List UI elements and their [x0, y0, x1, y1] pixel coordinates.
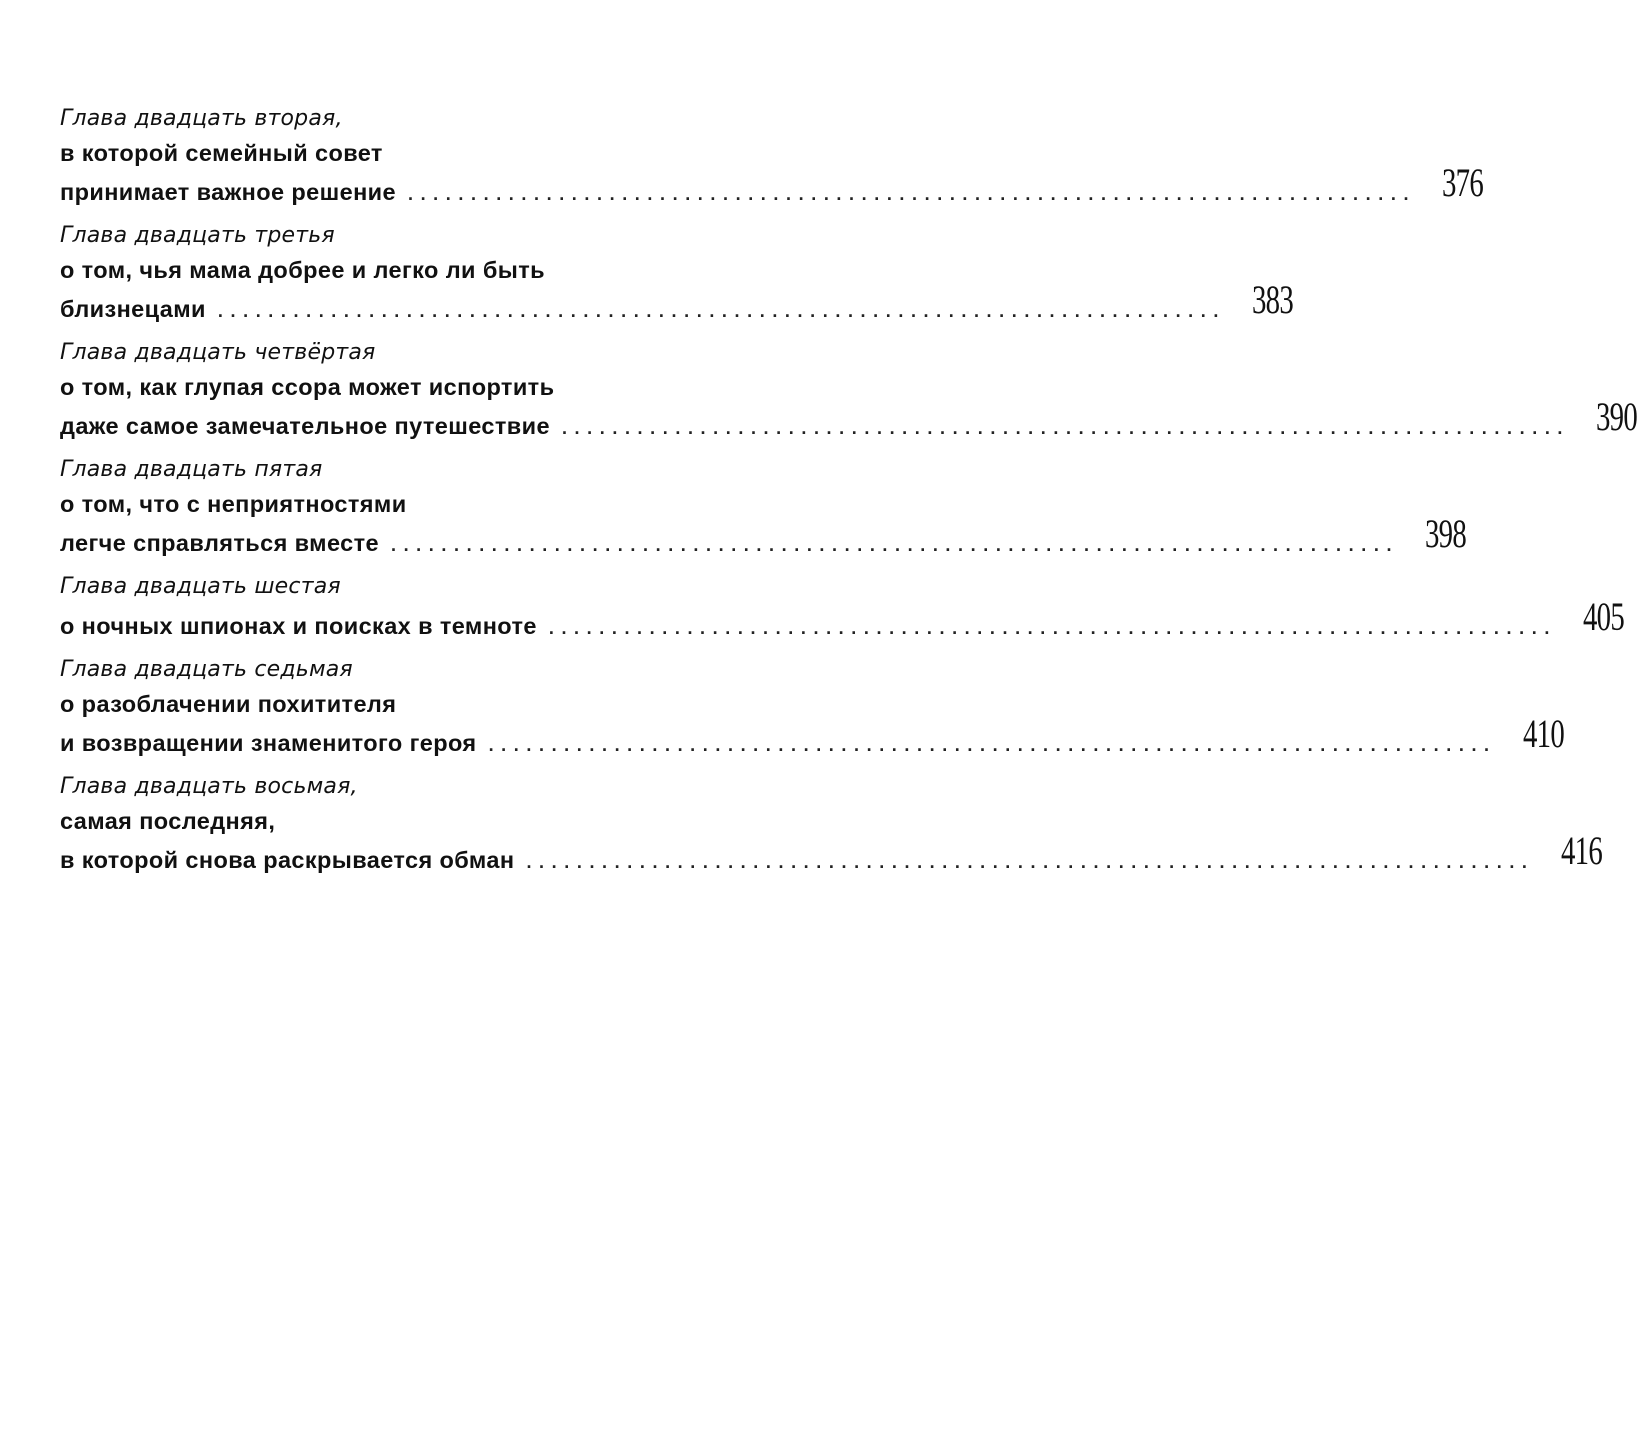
page-number: 390	[1595, 394, 1637, 439]
chapter-description-line: и возвращении знаменитого героя	[60, 730, 477, 756]
toc-entry-chapter-26[interactable]	[60, 570, 1624, 639]
chapter-description-line: о том, как глупая ссора может испортить	[60, 374, 555, 400]
chapter-title: Глава двадцать пятая	[60, 457, 323, 482]
chapter-title: Глава двадцать четвёртая	[60, 340, 376, 365]
chapter-description-line: самая последняя,	[60, 808, 276, 834]
chapter-description-line: о ночных шпионах и поисках в темноте	[60, 613, 537, 639]
chapter-description-line: о разоблачении похитителя	[60, 691, 397, 717]
page-number: 398	[1425, 511, 1467, 556]
page-number: 383	[1251, 277, 1293, 322]
chapter-title: Глава двадцать восьмая,	[60, 774, 358, 799]
chapter-title: Глава двадцать шестая	[60, 574, 341, 599]
page-number: 376	[1442, 160, 1484, 205]
chapter-title: Глава двадцать седьмая	[60, 657, 353, 682]
chapter-description-line: легче справляться вместе	[60, 530, 379, 556]
page-number: 410	[1522, 711, 1564, 756]
chapter-description-line: близнецами	[60, 296, 206, 322]
dot-leader: ................................................................................	[488, 735, 1497, 755]
toc-entry-chapter-27[interactable]	[60, 653, 1564, 756]
toc-last-row	[60, 711, 1564, 756]
toc-last-row	[60, 160, 1484, 205]
chapter-description-line: в которой снова раскрывается обман	[60, 847, 515, 873]
page-number: 405	[1582, 594, 1624, 639]
toc-entry-chapter-25[interactable]	[60, 453, 1467, 556]
page-number: 416	[1560, 828, 1602, 873]
chapter-description-line: о том, чья мама добрее и легко ли быть	[60, 257, 545, 283]
dot-leader: ................................................................................	[561, 418, 1571, 438]
chapter-description-line: принимает важное решение	[60, 179, 396, 205]
chapter-title: Глава двадцать вторая,	[60, 106, 343, 131]
toc-last-row	[60, 277, 1293, 322]
dot-leader: ................................................................................	[407, 184, 1417, 204]
chapter-description-line: о том, что с неприятностями	[60, 491, 407, 517]
chapter-title: Глава двадцать третья	[60, 223, 335, 248]
toc-entry-chapter-24[interactable]	[60, 336, 1637, 439]
dot-leader: ................................................................................	[390, 535, 1400, 555]
dot-leader: ................................................................................	[526, 852, 1535, 872]
toc-last-row	[60, 594, 1624, 639]
toc-entry-chapter-22[interactable]	[60, 102, 1484, 205]
toc-last-row	[60, 394, 1637, 439]
chapter-description-line: в которой семейный совет	[60, 140, 383, 166]
toc-last-row	[60, 828, 1602, 873]
toc-entry-chapter-23[interactable]	[60, 219, 1293, 322]
toc-last-row	[60, 511, 1467, 556]
chapter-description-line: даже самое замечательное путешествие	[60, 413, 550, 439]
dot-leader: ................................................................................	[548, 618, 1557, 638]
table-of-contents	[60, 102, 1637, 887]
dot-leader: ................................................................................	[217, 301, 1226, 321]
toc-entry-chapter-28[interactable]	[60, 770, 1602, 873]
